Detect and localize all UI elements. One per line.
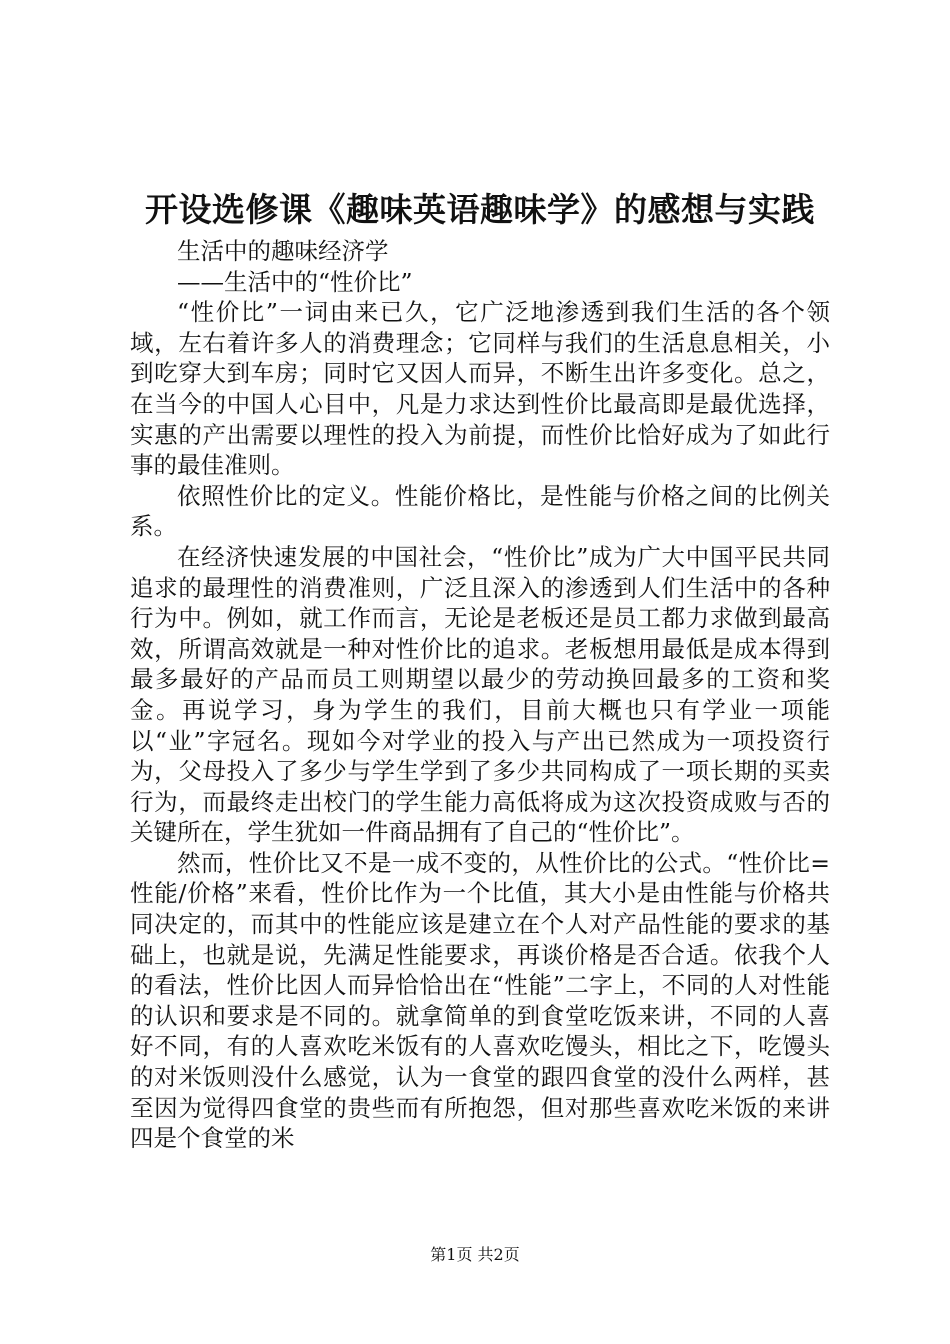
subtitle-secondary: ——生活中的“性价比” <box>177 267 413 296</box>
document-body <box>130 236 830 1154</box>
document-title: 开设选修课《趣味英语趣味学》的感想与实践 <box>145 190 815 229</box>
page-footer: 第1页 共2页 <box>430 1245 520 1264</box>
subtitle: 生活中的趣味经济学 <box>177 237 389 265</box>
paragraph: 然而，性价比又不是一成不变的，从性价比的公式。“性价比=性能/价格”来看，性价比作为一个比值，其大小是由性能与价格共同决定的，而其中的性能应该是建立在个人对产品性能的要求的基础上，也就是说，先满足性能要求，再谈价格是否合适。依我个人的看法，性价比因人而异恰恰出在“性能”二字上，不同的人对性能的认识和要求是不同的。就拿简单的到食堂吃饭来讲，不同的人喜好不同，有的人喜欢吃米饭有的人喜欢吃馒头，相比之下，吃馒头的对米饭则没什么感觉，认为一食堂的跟四食堂的没什么两样，甚至因为觉得四食堂的贵些而有所抱怨，但对那些喜欢吃米饭的来讲四是个食堂的米 <box>130 848 830 1153</box>
paragraph: “性价比”一词由来已久，它广泛地渗透到我们生活的各个领域，左右着许多人的消费理念；它同样与我们的生活息息相关，小到吃穿大到车房；同时它又因人而异，不断生出许多变化。总之，在当今的中国人心目中，凡是力求达到性价比最高即是最优选择，实惠的产出需要以理性的投入为前提，而性价比恰好成为了如此行事的最佳准则。 <box>130 298 830 480</box>
paragraph: 在经济快速发展的中国社会，“性价比”成为广大中国平民共同追求的最理性的消费准则，广泛且深入的渗透到人们生活中的各种行为中。例如，就工作而言，无论是老板还是员工都力求做到最高效，所谓高效就是一种对性价比的追求。老板想用最低是成本得到最多最好的产品而员工则期望以最少的劳动换回最多的工资和奖金。再说学习，身为学生的我们，目前大概也只有学业一项能以“业”字冠名。现如今对学业的投入与产出已然成为一项投资行为，父母投入了多少与学生学到了多少共同构成了一项长期的买卖行为，而最终走出校门的学生能力高低将成为这次投资成败与否的关键所在，学生犹如一件商品拥有了自己的“性价比”。 <box>130 542 830 847</box>
paragraph: 依照性价比的定义。性能价格比，是性能与价格之间的比例关系。 <box>130 481 830 541</box>
